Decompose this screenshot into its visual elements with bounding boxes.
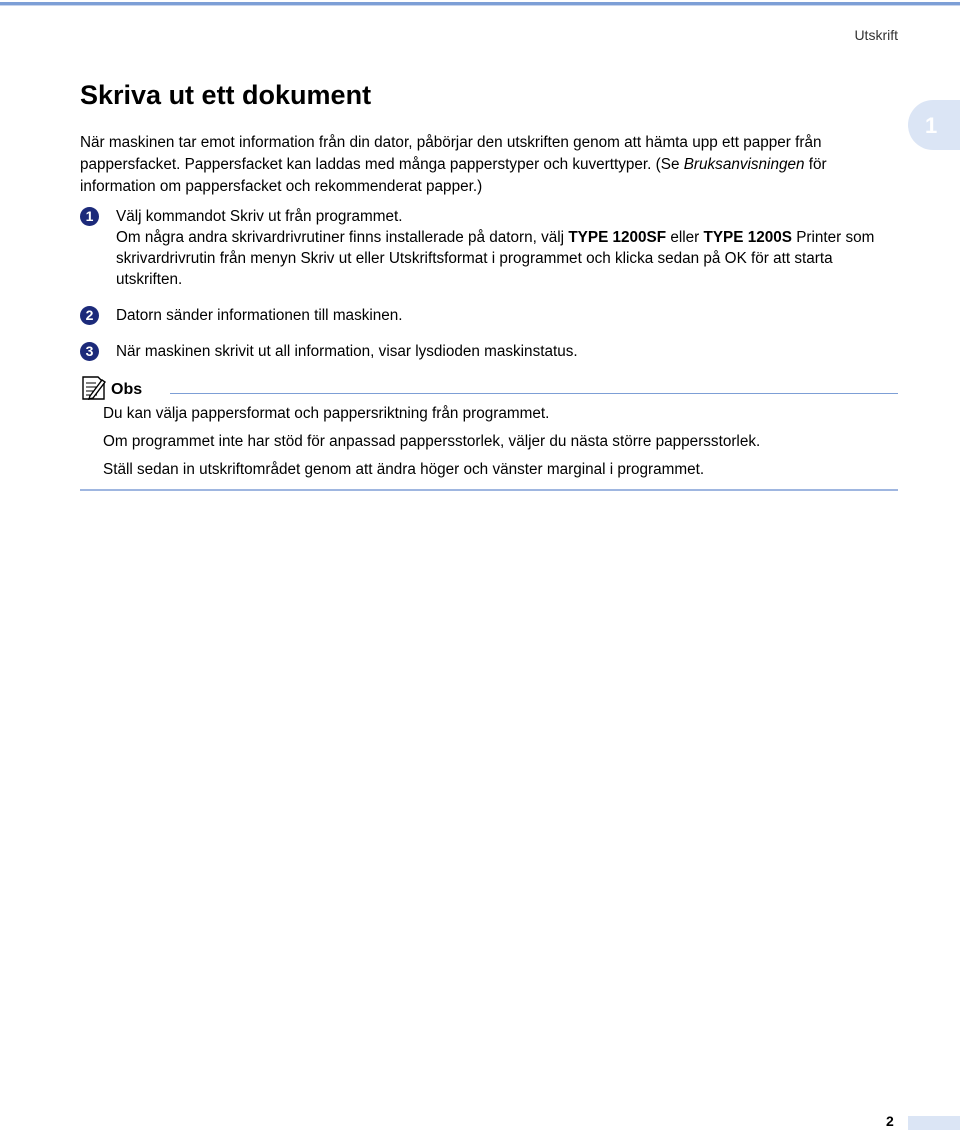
model-name-2: TYPE 1200S bbox=[703, 229, 792, 246]
intro-text-after: för information om pappersfacket och rekommenderat papper.) bbox=[80, 156, 827, 195]
note-pencil-icon bbox=[80, 374, 108, 402]
page-title: Skriva ut ett dokument bbox=[80, 80, 372, 110]
intro-text-before: När maskinen tar emot information från din dator, påbörjar den utskriften genom att hämta upp ett papper från pappersfacket. Pappersfacket kan laddas med många papperstyper och kuverttyper. (Se bbox=[80, 134, 822, 173]
chapter-tab bbox=[908, 100, 960, 150]
step-1 bbox=[80, 206, 900, 290]
step-1-detail-mid: eller bbox=[666, 229, 704, 246]
model-name-1: TYPE 1200SF bbox=[568, 229, 667, 246]
top-rule-inner bbox=[0, 5, 960, 6]
footer-bar bbox=[908, 1116, 960, 1130]
step-number-badge: 2 bbox=[80, 306, 99, 325]
step-3-text: När maskinen skrivit ut all information, visar lysdioden maskinstatus. bbox=[116, 343, 578, 360]
step-1-detail bbox=[116, 227, 900, 290]
step-2 bbox=[80, 305, 900, 326]
running-header: Utskrift bbox=[854, 27, 898, 43]
note-line: Om programmet inte har stöd för anpassad pappersstorlek, väljer du nästa större pappersstorlek. bbox=[103, 433, 761, 450]
note-line: Du kan välja pappersformat och pappersriktning från programmet. bbox=[103, 405, 550, 422]
intro-italic-reference: Bruksanvisningen bbox=[683, 156, 805, 173]
step-number-badge: 3 bbox=[80, 342, 99, 361]
note-line: Ställ sedan in utskriftområdet genom att ändra höger och vänster marginal i programmet. bbox=[103, 461, 705, 478]
step-1-line1: Välj kommandot Skriv ut från programmet. bbox=[116, 208, 403, 225]
page-number: 2 bbox=[886, 1113, 894, 1129]
step-2-text: Datorn sänder informationen till maskinen. bbox=[116, 307, 403, 324]
note-label: Obs bbox=[111, 381, 143, 398]
step-1-body bbox=[116, 206, 900, 290]
step-1-detail-before: Om några andra skrivardrivrutiner finns installerade på datorn, välj bbox=[116, 229, 569, 246]
note-rule-bottom bbox=[80, 489, 898, 491]
chapter-number: 1 bbox=[925, 113, 938, 138]
step-1-detail-after: Printer som skrivardrivrutin från menyn Skriv ut eller Utskriftsformat i programmet och klicka sedan på OK för att starta utskriften. bbox=[116, 229, 875, 288]
step-3 bbox=[80, 341, 900, 362]
intro-paragraph bbox=[80, 132, 900, 198]
step-number-badge: 1 bbox=[80, 207, 99, 226]
note-rule-top bbox=[170, 393, 898, 394]
